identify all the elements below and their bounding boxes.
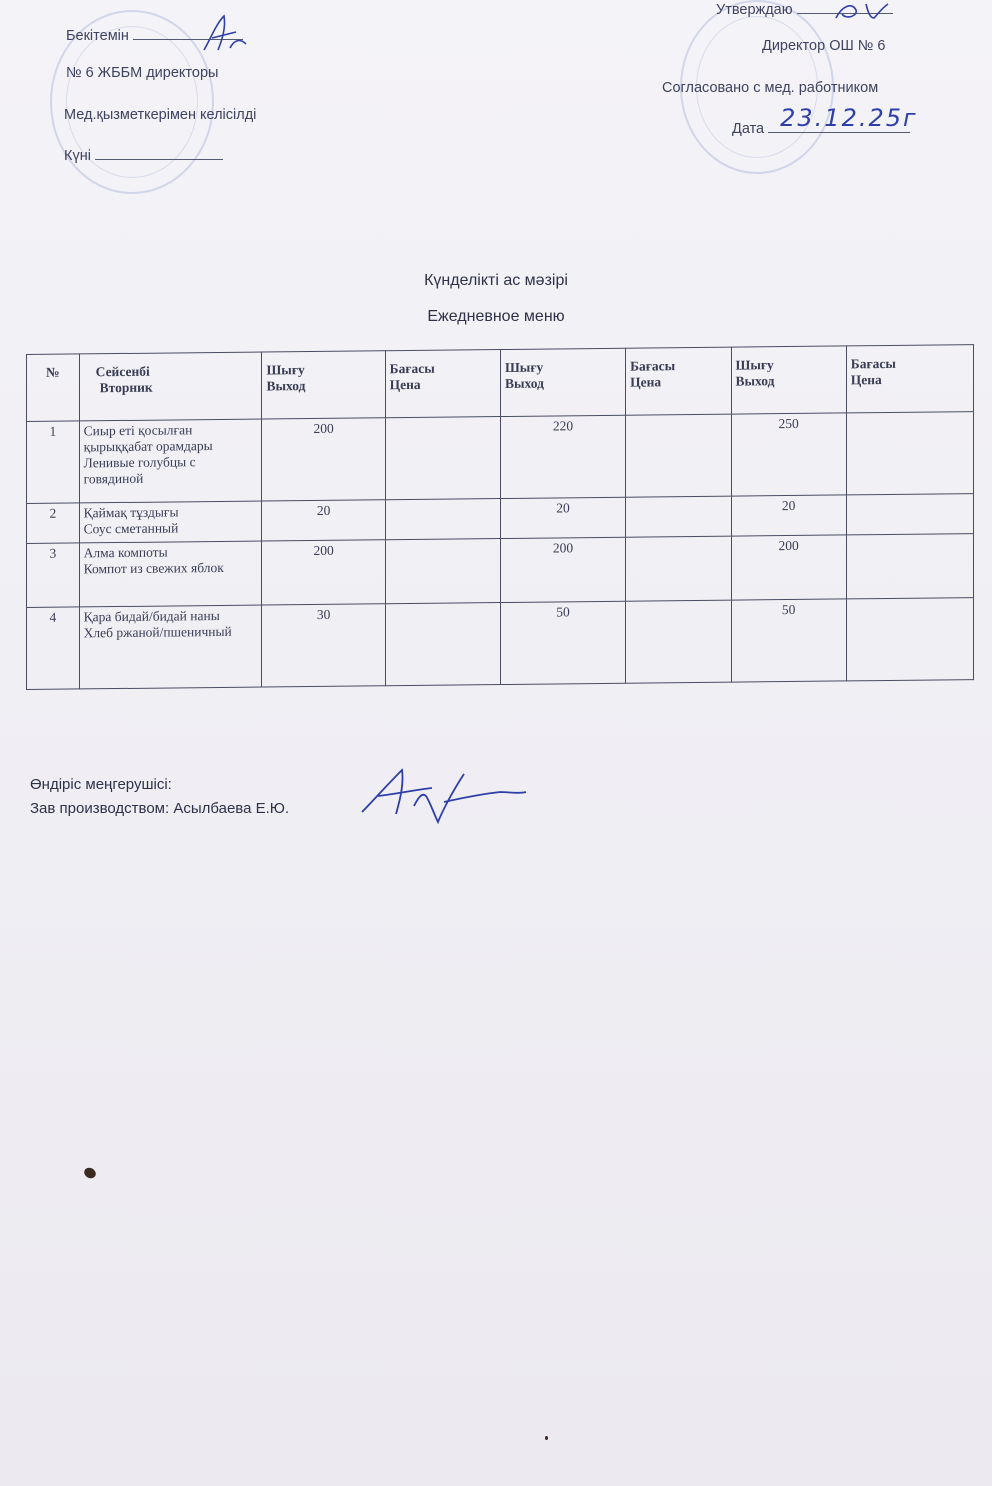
- header-out-3-ru: Выход: [735, 373, 775, 389]
- right-director-label: Директор ОШ № 6: [762, 38, 886, 54]
- header-out-2-ru: Выход: [504, 375, 544, 391]
- menu-table: [26, 344, 974, 690]
- row-price-2: [626, 414, 731, 497]
- row-out-1: 200: [262, 418, 385, 501]
- right-date-value: 23.12.25г: [780, 104, 918, 132]
- left-director-label: № 6 ЖББМ директоры: [66, 65, 219, 81]
- row-price-3: [846, 494, 973, 535]
- left-signature: [196, 10, 256, 58]
- table-row: [27, 598, 974, 690]
- right-med-label: Согласовано с мед. работником: [662, 80, 879, 96]
- row-out-1: 20: [262, 500, 385, 541]
- row-out-3: 250: [731, 413, 846, 496]
- left-date-line: [64, 148, 223, 164]
- row-price-1: [385, 417, 500, 500]
- row-dish-kz: Қаймақ тұздығы: [83, 504, 179, 521]
- footer-signature: [352, 762, 532, 828]
- header-price-2-kz: Бағасы: [630, 358, 676, 374]
- header-day-ru: Вторник: [99, 379, 153, 396]
- row-dish-ru: Хлеб ржаной/пшеничный: [83, 623, 232, 641]
- row-out-2: 50: [500, 601, 625, 684]
- header-out-2: [500, 348, 625, 416]
- right-date-line: [732, 104, 918, 137]
- row-dish-kz: Сиыр еті қосылған қырыққабат орамдары: [83, 422, 213, 455]
- row-out-1: 200: [262, 540, 385, 605]
- header-day-kz: Сейсенбі: [95, 363, 150, 380]
- row-out-1: 30: [262, 604, 385, 687]
- header-price-1: [385, 350, 500, 418]
- header-price-1-ru: Цена: [389, 376, 421, 393]
- row-price-1: [385, 539, 500, 604]
- header-out-2-kz: Шығу: [504, 359, 544, 375]
- header-out-1-kz: Шығу: [266, 362, 305, 378]
- ink-speck: [545, 1436, 548, 1440]
- row-price-3: [846, 598, 973, 681]
- row-num: 4: [27, 607, 80, 690]
- row-dish: [79, 605, 262, 689]
- row-dish-kz: Алма компоты: [83, 544, 168, 561]
- footer-line-1: Өндіріс меңгерушісі:: [30, 776, 172, 793]
- row-num: 3: [27, 543, 80, 608]
- footer-line-2: Зав производством: Асылбаева Е.Ю.: [30, 800, 290, 817]
- row-out-3: 200: [731, 535, 846, 600]
- table-row: [27, 534, 974, 608]
- header-out-3-kz: Шығу: [735, 357, 774, 373]
- header-day: [79, 352, 262, 421]
- row-out-3: 50: [731, 599, 846, 682]
- row-out-2: 220: [500, 415, 625, 498]
- row-price-2: [626, 600, 731, 683]
- header-out-3: [731, 346, 846, 414]
- row-num: 2: [27, 503, 80, 544]
- title-kz: Күнделікті ас мәзірі: [424, 272, 568, 289]
- header-price-3: [846, 345, 973, 413]
- title-ru: Ежедневное меню: [427, 308, 565, 325]
- left-date-label: Күні: [64, 148, 91, 164]
- row-out-3: 20: [731, 495, 846, 536]
- row-dish: [79, 541, 262, 607]
- header-price-2-ru: Цена: [630, 374, 662, 390]
- row-dish-kz: Қара бидай/бидай наны: [83, 607, 220, 625]
- row-dish-ru: Соус сметанный: [83, 520, 179, 537]
- row-dish-ru: Ленивые голубцы с говядиной: [83, 454, 196, 487]
- row-price-3: [846, 534, 973, 599]
- row-price-1: [385, 499, 500, 540]
- row-price-1: [385, 603, 500, 686]
- right-date-label: Дата: [732, 121, 765, 137]
- row-price-2: [626, 536, 731, 601]
- table-header-row: [27, 345, 974, 422]
- left-approved-label: Бекітемін: [66, 28, 129, 44]
- right-approved-label: Утверждаю: [716, 2, 793, 18]
- header-price-2: [626, 347, 731, 415]
- header-num: [27, 354, 80, 422]
- right-signature: [832, 0, 896, 22]
- header-price-3-kz: Бағасы: [850, 355, 896, 372]
- row-dish-ru: Компот из свежих яблок: [83, 559, 224, 577]
- left-med-label: Мед.қызметкерімен келісілді: [64, 107, 257, 123]
- header-price-1-kz: Бағасы: [389, 360, 435, 377]
- row-price-2: [626, 496, 731, 537]
- right-date-underline: [768, 104, 918, 133]
- row-out-2: 20: [500, 497, 625, 538]
- header-num-label: №: [46, 364, 60, 380]
- row-dish: [79, 501, 262, 543]
- row-price-3: [846, 412, 973, 495]
- row-num: 1: [27, 421, 80, 504]
- left-date-underline: [95, 159, 223, 160]
- header-out-1-ru: Выход: [266, 378, 306, 394]
- header-out-1: [262, 351, 385, 419]
- row-dish: [79, 419, 262, 503]
- row-out-2: 200: [500, 537, 625, 602]
- header-price-3-ru: Цена: [850, 372, 882, 388]
- ink-speck: [82, 1166, 97, 1181]
- table-row: [27, 412, 974, 504]
